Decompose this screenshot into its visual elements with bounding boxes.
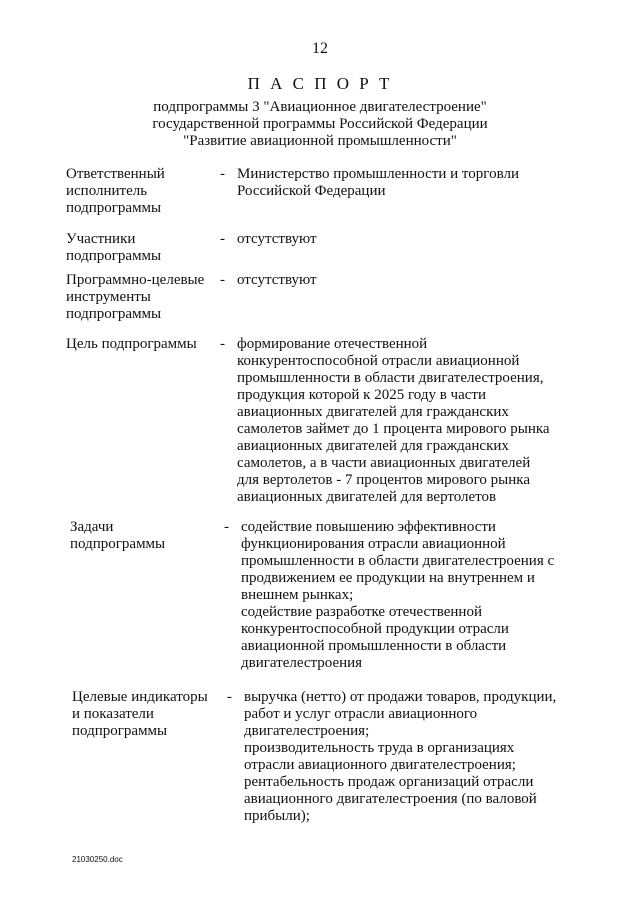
label-line: подпрограммы bbox=[72, 723, 168, 739]
value-line: выручка (нетто) от продажи товаров, продукции, bbox=[244, 689, 557, 705]
row-label-tasks bbox=[70, 519, 165, 553]
label-line: Программно-целевые bbox=[66, 272, 205, 288]
value-line: работ и услуг отрасли авиационного bbox=[244, 706, 478, 722]
label-line: Участники bbox=[66, 231, 136, 247]
document-title: П А С П О Р Т bbox=[247, 74, 393, 93]
row-label-participants bbox=[66, 231, 161, 265]
row-value-goal bbox=[237, 336, 550, 506]
value-line: формирование отечественной bbox=[237, 336, 428, 352]
label-line: подпрограммы bbox=[66, 306, 162, 322]
row-value-tasks bbox=[241, 519, 554, 672]
value-line: отрасли авиационного двигателестроения; bbox=[244, 757, 516, 773]
value-line: авиационных двигателей для вертолетов bbox=[237, 489, 497, 505]
value-line: отсутствуют bbox=[237, 272, 317, 288]
value-line: Министерство промышленности и торговли bbox=[237, 166, 519, 182]
value-line: продукция которой к 2025 году в части bbox=[237, 387, 486, 403]
value-line: конкурентоспособной отрасли авиационной bbox=[237, 353, 520, 369]
row-dash: - bbox=[220, 231, 225, 247]
value-line: самолетов займет до 1 процента мирового рынка bbox=[237, 421, 550, 437]
row-dash: - bbox=[224, 519, 229, 535]
value-line: авиационных двигателей для гражданских bbox=[237, 404, 509, 420]
subtitle-line: государственной программы Российской Федерации bbox=[152, 116, 488, 132]
value-line: конкурентоспособной продукции отрасли bbox=[241, 621, 509, 637]
value-line: авиационного двигателестроения (по валовой bbox=[244, 791, 537, 807]
value-line: самолетов, а в части авиационных двигателей bbox=[237, 455, 531, 471]
value-line: Российской Федерации bbox=[237, 183, 386, 199]
label-line: инструменты bbox=[66, 289, 151, 305]
page-number: 12 bbox=[312, 40, 328, 57]
row-dash: - bbox=[220, 272, 225, 288]
label-line: и показатели bbox=[72, 706, 154, 722]
value-line: промышленности в области двигателестроения с bbox=[241, 553, 555, 569]
row-label-indicators bbox=[72, 689, 208, 740]
row-value-responsible bbox=[237, 166, 519, 200]
row-value-participants bbox=[237, 231, 317, 248]
value-line: производительность труда в организациях bbox=[244, 740, 515, 756]
label-line: подпрограммы bbox=[66, 248, 162, 264]
value-line: прибыли); bbox=[244, 808, 310, 824]
row-value-instruments bbox=[237, 272, 317, 289]
row-label-goal bbox=[66, 336, 197, 353]
label-line: Цель подпрограммы bbox=[66, 336, 197, 352]
value-line: продвижением ее продукции на внутреннем и bbox=[241, 570, 535, 586]
row-label-instruments bbox=[66, 272, 204, 323]
row-dash: - bbox=[220, 166, 225, 182]
document-subtitle bbox=[0, 99, 640, 150]
value-line: для вертолетов - 7 процентов мирового рынка bbox=[237, 472, 530, 488]
label-line: подпрограммы bbox=[70, 536, 166, 552]
value-line: функционирования отрасли авиационной bbox=[241, 536, 506, 552]
value-line: двигателестроения bbox=[241, 655, 363, 671]
value-line: авиационной промышленности в области bbox=[241, 638, 507, 654]
label-line: Целевые индикаторы bbox=[72, 689, 208, 705]
row-label-responsible bbox=[66, 166, 165, 217]
subtitle-line: "Развитие авиационной промышленности" bbox=[183, 133, 457, 149]
label-line: Задачи bbox=[70, 519, 114, 535]
value-line: авиационных двигателей для гражданских bbox=[237, 438, 509, 454]
value-line: двигателестроения; bbox=[244, 723, 370, 739]
row-value-indicators bbox=[244, 689, 556, 825]
value-line: отсутствуют bbox=[237, 231, 317, 247]
value-line: внешнем рынках; bbox=[241, 587, 354, 603]
value-line: рентабельность продаж организаций отрасли bbox=[244, 774, 534, 790]
file-name-footer: 21030250.doc bbox=[72, 855, 123, 864]
label-line: исполнитель bbox=[66, 183, 148, 199]
row-dash: - bbox=[220, 336, 225, 352]
row-dash: - bbox=[227, 689, 232, 705]
label-line: подпрограммы bbox=[66, 200, 162, 216]
value-line: промышленности в области двигателестроения, bbox=[237, 370, 544, 386]
subtitle-line: подпрограммы 3 "Авиационное двигателестроение" bbox=[153, 99, 487, 115]
value-line: содействие повышению эффективности bbox=[241, 519, 496, 535]
value-line: содействие разработке отечественной bbox=[241, 604, 482, 620]
label-line: Ответственный bbox=[66, 166, 165, 182]
